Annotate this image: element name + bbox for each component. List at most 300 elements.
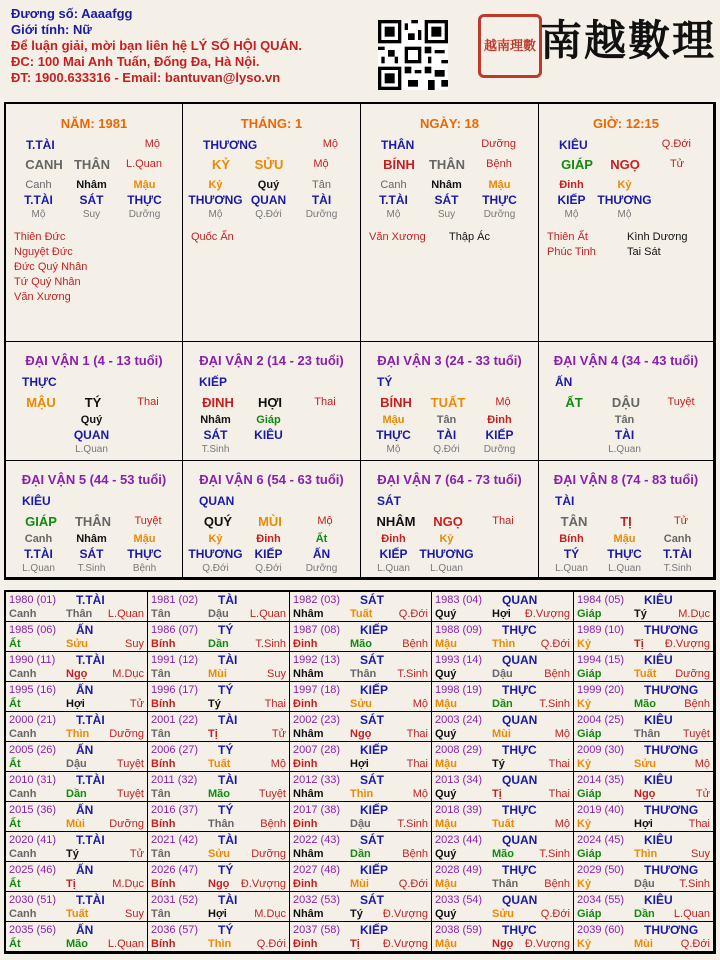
year-label: 1988 (09) (435, 624, 483, 636)
year-label: 2019 (40) (577, 804, 625, 816)
year-chi: Dậu (634, 878, 655, 890)
dv-hidden-life: Q.Đới (202, 563, 229, 574)
year-can: Canh (9, 848, 37, 860)
sao-item: Văn Xương (369, 231, 426, 243)
year-cell (432, 862, 574, 892)
year-chi: Thìn (208, 938, 232, 950)
dai-van-chi: DẬU (611, 395, 641, 410)
year-chi: Mão (66, 938, 88, 950)
year-cell (574, 592, 714, 622)
sao-item: Tai Sát (627, 246, 661, 258)
year-chi: Mùi (66, 818, 85, 830)
pillar-cell (6, 104, 183, 342)
year-cell (574, 892, 714, 922)
year-label: 2000 (21) (9, 714, 57, 726)
dai-van-top: KIÊU (22, 494, 51, 508)
year-life: Bệnh (544, 668, 570, 680)
contact-line: Để luận giải, mời bạn liên hệ LÝ SỐ HỘI QUÁN. (11, 38, 302, 53)
year-can: Canh (9, 668, 37, 680)
pillar-cell (361, 104, 539, 342)
hidden-star: TÀI (311, 193, 332, 207)
year-chi: Hợi (350, 758, 369, 770)
year-star: THƯƠNG (644, 923, 699, 937)
year-life: Tuyệt (682, 728, 710, 740)
year-cell (432, 742, 574, 772)
year-chi: Dậu (208, 608, 229, 620)
hidden-star: QUAN (250, 193, 287, 207)
dai-van-top: THỰC (22, 375, 57, 389)
year-can: Giáp (577, 728, 602, 740)
year-star: KIẾP (360, 863, 389, 877)
pillar-chi: THÂN (73, 157, 111, 172)
year-chi: Mùi (634, 938, 653, 950)
year-star: QUAN (502, 833, 538, 847)
year-life: Suy (267, 668, 286, 680)
year-cell (290, 922, 432, 952)
dai-van-can: BÍNH (380, 395, 412, 410)
year-chi: Ngọ (66, 668, 88, 680)
year-chi: Dậu (66, 758, 87, 770)
year-life: Mộ (694, 758, 710, 770)
dai-van-cell (183, 342, 361, 461)
hidden-can: Canh (25, 179, 52, 191)
dv-hidden-star: THƯƠNG (188, 547, 243, 561)
year-label: 2025 (46) (9, 864, 57, 876)
year-star: KIÊU (644, 653, 673, 667)
year-cell (432, 922, 574, 952)
gioi-tinh: Giới tính: Nữ (11, 22, 92, 37)
year-life: Q.Đới (256, 938, 286, 950)
year-chi: Sửu (208, 848, 231, 860)
year-chi: Ngọ (634, 788, 656, 800)
year-chi: Dần (492, 698, 513, 710)
year-can: Đinh (293, 938, 318, 950)
dv-hidden-can: Đinh (256, 533, 281, 545)
year-life: Mộ (270, 758, 286, 770)
year-label: 2032 (53) (293, 894, 341, 906)
year-chi: Sửu (492, 908, 515, 920)
year-label: 2033 (54) (435, 894, 483, 906)
dai-van-cell (539, 342, 714, 461)
year-label: 1993 (14) (435, 654, 483, 666)
dv-hidden-life: Q.Đới (255, 563, 282, 574)
dai-van-life: Tuyệt (667, 396, 695, 408)
year-cell (6, 892, 148, 922)
pillar-right-label: Mộ (313, 158, 329, 170)
year-label: 2034 (55) (577, 894, 625, 906)
year-chi: Mão (208, 788, 230, 800)
dai-van-title: ĐẠI VẬN 6 (54 - 63 tuổi) (199, 472, 344, 487)
hidden-life: Dưỡng (483, 209, 516, 220)
dv-hidden-life: T.Sinh (77, 563, 106, 574)
dv-hidden-life: Bệnh (132, 563, 157, 574)
dv-hidden-life: T.Sinh (663, 563, 692, 574)
year-can: Đinh (293, 758, 318, 770)
qr-code-icon (378, 20, 448, 90)
sao-item: Tứ Quý Nhân (14, 276, 81, 288)
dv-hidden-star: THƯƠNG (419, 547, 474, 561)
year-chi: Mão (350, 638, 372, 650)
year-label: 2023 (44) (435, 834, 483, 846)
dv-hidden-can: Mậu (613, 533, 636, 545)
year-cell (574, 922, 714, 952)
year-can: Mậu (435, 818, 457, 830)
year-star: THỰC (502, 803, 537, 817)
year-label: 1998 (19) (435, 684, 483, 696)
year-cell (148, 622, 290, 652)
year-star: ẤN (76, 743, 94, 757)
year-life: Bệnh (260, 818, 286, 830)
phone-email-line: ĐT: 1900.633316 - Email: bantuvan@lyso.vn (11, 70, 281, 85)
year-chi: Tị (492, 788, 502, 800)
dai-van-chi: THÂN (74, 514, 112, 529)
pillar-title: GIỜ: 12:15 (592, 116, 659, 131)
year-can: Canh (9, 608, 37, 620)
year-can: Giáp (577, 848, 602, 860)
hidden-life: Q.Đới (255, 209, 282, 220)
year-chi: Thân (66, 608, 93, 620)
year-life: Bệnh (684, 698, 710, 710)
year-label: 1981 (02) (151, 594, 199, 606)
year-can: Nhâm (293, 608, 324, 620)
pillar-top-left: THÂN (381, 138, 415, 152)
year-label: 1999 (20) (577, 684, 625, 696)
year-cell (148, 862, 290, 892)
year-cell (148, 892, 290, 922)
dai-van-top: ẤN (555, 375, 573, 389)
dv-hidden-can: Đinh (381, 533, 406, 545)
year-star: KIẾP (360, 923, 389, 937)
year-cell (6, 802, 148, 832)
hidden-can: Nhâm (431, 179, 462, 191)
year-label: 1991 (12) (151, 654, 199, 666)
hidden-can: Kỷ (617, 179, 632, 191)
year-cell (574, 772, 714, 802)
hidden-star: THỰC (127, 193, 162, 207)
dv-hidden-life: Dưỡng (305, 563, 338, 574)
year-cell (148, 832, 290, 862)
year-can: Kỷ (577, 818, 592, 830)
year-cell (432, 892, 574, 922)
year-label: 2020 (41) (9, 834, 57, 846)
year-star: QUAN (502, 593, 538, 607)
year-can: Canh (9, 728, 37, 740)
hidden-can: Canh (380, 179, 407, 191)
year-chi: Tý (208, 698, 221, 710)
year-can: Đinh (293, 698, 318, 710)
year-label: 2002 (23) (293, 714, 341, 726)
year-life: Tuyệt (258, 788, 286, 800)
sao-item: Thiên Ất (547, 231, 588, 243)
dai-van-chi: HỢI (257, 395, 283, 410)
year-can: Tân (151, 608, 171, 620)
year-label: 2011 (32) (151, 774, 198, 786)
dv-hidden-life: L.Quan (75, 444, 108, 455)
year-cell (290, 862, 432, 892)
year-label: 1982 (03) (293, 594, 341, 606)
year-star: TÝ (218, 803, 234, 817)
year-cell (6, 712, 148, 742)
year-star: ẤN (76, 863, 94, 877)
year-cell (432, 832, 574, 862)
hidden-can: Tân (312, 179, 331, 191)
year-life: Suy (125, 908, 144, 920)
year-label: 1992 (13) (293, 654, 341, 666)
year-star: KIẾP (360, 743, 389, 757)
dai-van-title: ĐẠI VẬN 1 (4 - 13 tuổi) (25, 353, 163, 368)
pillar-cell (539, 104, 714, 342)
dv-hidden-can: Tân (436, 414, 457, 426)
year-star: ẤN (76, 623, 94, 637)
dv-hidden-star: KIẾP (485, 428, 514, 442)
year-star: TÀI (218, 833, 238, 847)
year-can: Giáp (577, 608, 602, 620)
dai-van-can: ĐINH (202, 395, 234, 410)
year-label: 1989 (10) (577, 624, 625, 636)
dv-hidden-life: L.Quan (430, 563, 463, 574)
year-life: Đ.Vượng (524, 608, 570, 620)
year-cell (148, 712, 290, 742)
year-cell (6, 862, 148, 892)
year-can: Đinh (293, 638, 318, 650)
year-life: Mộ (554, 818, 570, 830)
hidden-life: Mộ (564, 209, 579, 220)
year-star: SÁT (360, 593, 384, 607)
hidden-life: Mộ (208, 209, 223, 220)
hidden-life: Mộ (617, 209, 632, 220)
dai-van-title: ĐẠI VẬN 5 (44 - 53 tuổi) (21, 472, 167, 487)
dv-hidden-life: L.Quan (22, 563, 55, 574)
year-chi: Tị (208, 728, 218, 740)
year-life: Bệnh (544, 878, 570, 890)
dai-van-life: Tử (673, 515, 689, 527)
year-life: Suy (691, 848, 710, 860)
hidden-star: KIẾP (557, 193, 586, 207)
dai-van-title: ĐẠI VẬN 8 (74 - 83 tuổi) (553, 472, 699, 487)
dai-van-cell (6, 461, 183, 578)
dai-van-life: Thai (314, 396, 336, 408)
dai-van-top: QUAN (199, 494, 235, 508)
year-life: Thai (548, 758, 570, 770)
year-label: 1986 (07) (151, 624, 199, 636)
year-chi: Sửu (350, 698, 373, 710)
year-life: T.Sinh (539, 848, 570, 860)
year-chi: Tuất (208, 758, 231, 770)
year-chi: Dần (634, 908, 655, 920)
year-label: 2036 (57) (151, 924, 199, 936)
year-life: Tử (271, 728, 286, 740)
year-can: Mậu (435, 938, 457, 950)
year-life: M.Dục (254, 908, 286, 920)
dai-van-life: Mộ (317, 515, 333, 527)
year-life: Mộ (412, 698, 428, 710)
year-can: Tân (151, 848, 171, 860)
year-life: Đ.Vượng (240, 878, 286, 890)
year-star: T.TÀI (76, 893, 105, 907)
year-star: THƯƠNG (644, 623, 699, 637)
year-cell (148, 592, 290, 622)
year-cell (6, 742, 148, 772)
year-can: Bính (151, 818, 176, 830)
hidden-life: Suy (82, 209, 101, 220)
year-chi: Thân (350, 668, 377, 680)
dv-hidden-life: L.Quan (555, 563, 588, 574)
year-life: T.Sinh (679, 878, 710, 890)
year-star: SÁT (360, 773, 384, 787)
year-life: Đ.Vượng (382, 938, 428, 950)
year-label: 2037 (58) (293, 924, 341, 936)
year-can: Đinh (293, 878, 318, 890)
year-life: T.Sinh (539, 698, 570, 710)
pillar-top-right: Mộ (144, 138, 160, 150)
dai-van-can: GIÁP (25, 514, 57, 529)
pillar-chi: SỬU (254, 157, 284, 172)
year-chi: Mùi (492, 728, 511, 740)
hidden-star: THƯƠNG (188, 193, 243, 207)
pillar-top-right: Dưỡng (481, 138, 516, 150)
dai-van-chi: TÝ (84, 395, 102, 410)
dv-hidden-can: Canh (24, 533, 53, 545)
year-can: Ất (9, 938, 21, 950)
dv-hidden-star: T.TÀI (24, 547, 53, 561)
year-chi: Dần (350, 848, 371, 860)
year-cell (290, 892, 432, 922)
year-can: Bính (151, 638, 176, 650)
year-label: 2003 (24) (435, 714, 483, 726)
pillar-top-left: THƯƠNG (203, 138, 258, 152)
dv-hidden-can: Mậu (133, 533, 156, 545)
hidden-can: Mậu (133, 179, 156, 191)
year-chi: Tị (634, 638, 644, 650)
pillar-top-left: T.TÀI (26, 138, 55, 152)
year-cell (574, 652, 714, 682)
year-life: Mộ (554, 728, 570, 740)
year-chi: Hợi (492, 608, 511, 620)
year-can: Đinh (293, 818, 318, 830)
pillar-top-right: Mộ (322, 138, 338, 150)
year-star: TÝ (218, 863, 234, 877)
year-life: T.Sinh (397, 818, 428, 830)
year-can: Mậu (435, 698, 457, 710)
year-can: Quý (435, 668, 457, 680)
year-star: THƯƠNG (644, 803, 699, 817)
year-can: Mậu (435, 758, 457, 770)
year-cell (6, 832, 148, 862)
dv-hidden-star: KIẾP (379, 547, 408, 561)
dv-hidden-life: T.Sinh (201, 444, 230, 455)
year-chi: Mùi (350, 878, 369, 890)
year-can: Bính (151, 698, 176, 710)
sao-item: Đức Quý Nhân (14, 261, 88, 273)
year-cell (6, 772, 148, 802)
dai-van-top: TÀI (555, 494, 575, 508)
dv-hidden-can: Mậu (382, 414, 405, 426)
year-label: 2028 (49) (435, 864, 483, 876)
year-life: L.Quan (107, 608, 144, 620)
year-star: TÝ (218, 683, 234, 697)
year-star: KIẾP (360, 623, 389, 637)
year-star: THƯƠNG (644, 863, 699, 877)
sao-item: Phúc Tinh (547, 246, 596, 258)
year-label: 2006 (27) (151, 744, 199, 756)
year-star: SÁT (360, 653, 384, 667)
pillar-can: CANH (25, 157, 63, 172)
year-life: Q.Đới (540, 638, 570, 650)
year-chi: Thân (492, 878, 519, 890)
year-star: QUAN (502, 713, 538, 727)
year-star: TÀI (218, 653, 238, 667)
year-cell (574, 832, 714, 862)
year-chi: Mão (492, 848, 514, 860)
year-cell (574, 622, 714, 652)
year-life: Q.Đới (540, 908, 570, 920)
year-chi: Hợi (66, 698, 85, 710)
year-can: Quý (435, 848, 457, 860)
year-label: 1980 (01) (9, 594, 57, 606)
dai-van-chi: NGỌ (433, 514, 463, 529)
dv-hidden-can: Canh (663, 533, 692, 545)
dai-van-top: KIẾP (199, 375, 228, 389)
year-life: Dưỡng (251, 848, 286, 860)
dai-van-chi: TỊ (620, 514, 632, 529)
dai-van-life: Thai (492, 515, 514, 527)
year-life: Tử (129, 848, 144, 860)
year-life: Dưỡng (109, 728, 144, 740)
dai-van-top: TÝ (377, 375, 393, 389)
year-can: Canh (9, 788, 37, 800)
dv-hidden-life: Dưỡng (483, 444, 516, 455)
year-label: 2010 (31) (9, 774, 57, 786)
year-can: Kỷ (577, 698, 592, 710)
dv-hidden-star: THỰC (376, 428, 411, 442)
pillar-right-label: L.Quan (125, 158, 163, 170)
pillar-chi: NGỌ (610, 157, 640, 172)
year-cell (290, 622, 432, 652)
year-cell (290, 772, 432, 802)
year-label: 1985 (06) (9, 624, 57, 636)
year-label: 2013 (34) (435, 774, 483, 786)
year-chi: Thìn (634, 848, 658, 860)
year-cell (290, 712, 432, 742)
year-cell (432, 652, 574, 682)
year-label: 1995 (16) (9, 684, 57, 696)
year-star: ẤN (76, 923, 94, 937)
year-star: SÁT (360, 833, 384, 847)
dv-hidden-can: Kỷ (208, 533, 223, 545)
year-can: Nhâm (293, 728, 324, 740)
hidden-can: Đinh (559, 179, 584, 191)
pillar-top-right: Q.Đới (661, 138, 691, 150)
hidden-life: Dưỡng (128, 209, 161, 220)
year-chi: Ngọ (492, 938, 514, 950)
brand-logo: 南越數理 (540, 16, 717, 65)
year-can: Nhâm (293, 908, 324, 920)
dai-van-life: Thai (137, 396, 159, 408)
year-life: Thai (688, 818, 710, 830)
dai-van-title: ĐẠI VẬN 7 (64 - 73 tuổi) (377, 472, 522, 487)
year-cell (148, 742, 290, 772)
year-can: Bính (151, 938, 176, 950)
year-can: Mậu (435, 878, 457, 890)
year-star: T.TÀI (76, 833, 105, 847)
year-chi: Tý (634, 608, 647, 620)
year-can: Ất (9, 758, 21, 770)
year-star: QUAN (502, 773, 538, 787)
pillar-right-label: Tử (669, 158, 685, 170)
year-star: T.TÀI (76, 773, 105, 787)
address-line: ĐC: 100 Mai Anh Tuấn, Đống Đa, Hà Nội. (11, 54, 260, 69)
year-star: TÀI (218, 773, 238, 787)
